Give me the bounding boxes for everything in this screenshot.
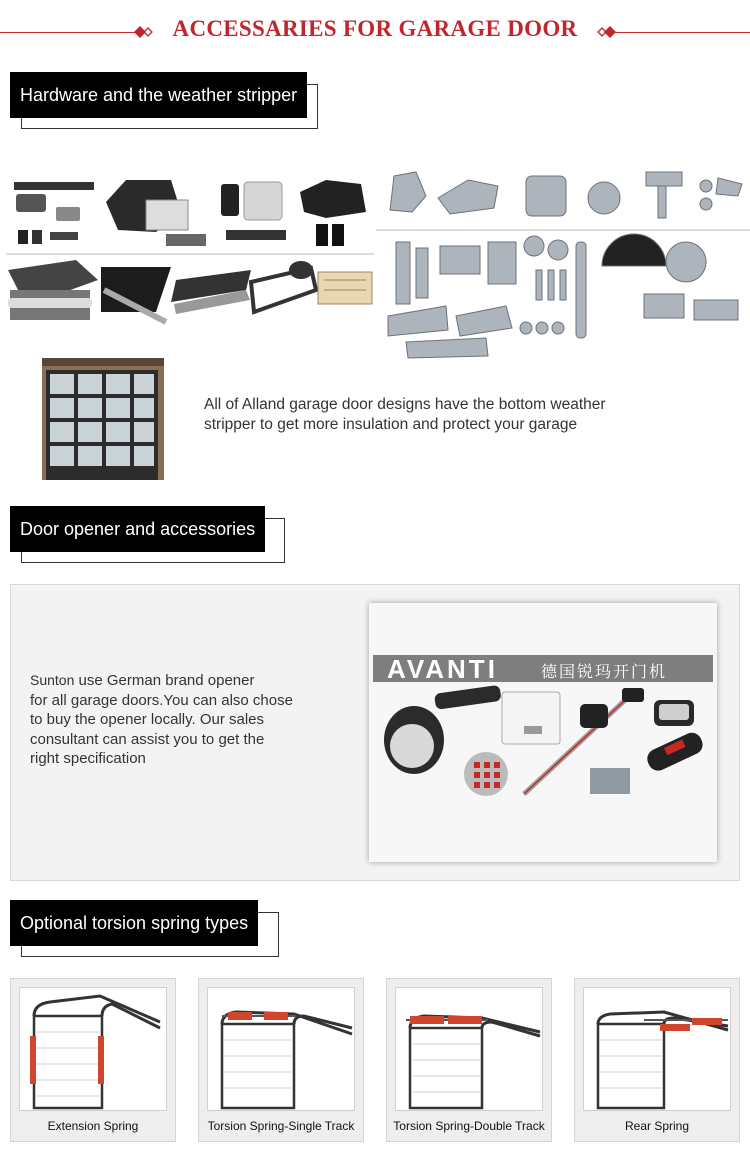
diamond-icon <box>592 26 604 38</box>
spring-card-torsion-double <box>386 978 552 1142</box>
spring-card-torsion-single <box>198 978 364 1142</box>
page-title: ACCESSARIES FOR GARAGE DOOR <box>172 16 578 41</box>
spring-caption: Rear Spring <box>624 1119 690 1133</box>
avanti-chinese-title: 德国锐玛开门机 <box>541 664 668 681</box>
opener-text-line1: use German brand opener <box>74 672 255 689</box>
avanti-logo: AVANTI <box>387 654 498 684</box>
opener-description <box>30 671 293 769</box>
spring-card-extension <box>10 978 176 1142</box>
section-label-text: Door opener and accessories <box>10 506 265 552</box>
section-label-text: Optional torsion spring types <box>10 900 258 946</box>
opener-text-line2: for all garage doors.You can also chose <box>30 691 293 709</box>
spring-diagram <box>207 987 355 1111</box>
glass-garage-door-image <box>42 358 164 480</box>
header-rule-right <box>614 32 750 33</box>
spring-caption: Torsion Spring-Single Track <box>207 1119 355 1133</box>
spring-card-rear <box>574 978 740 1142</box>
opener-kit-image <box>374 684 714 800</box>
spring-diagram <box>395 987 543 1111</box>
spring-caption: Extension Spring <box>47 1119 139 1133</box>
opener-text-line5: right specification <box>30 750 146 767</box>
section-label-text: Hardware and the weather stripper <box>10 72 307 118</box>
weather-text-line2: stripper to get more insulation and protect your garage <box>204 415 578 433</box>
opener-text-line4: consultant can assist you to get the <box>30 730 265 748</box>
openers-collage-image <box>6 172 374 338</box>
weather-text-line1: All of Alland garage door designs have the bottom weather <box>204 396 606 413</box>
spring-diagram <box>583 987 731 1111</box>
hardware-parts-image <box>376 166 750 362</box>
brand-name: Sunton <box>30 672 75 688</box>
spring-caption: Torsion Spring-Double Track <box>393 1119 545 1133</box>
opener-text-line3: to buy the opener locally. Our sales <box>30 711 265 728</box>
spring-diagram <box>19 987 167 1111</box>
weather-stripper-text <box>204 395 606 434</box>
